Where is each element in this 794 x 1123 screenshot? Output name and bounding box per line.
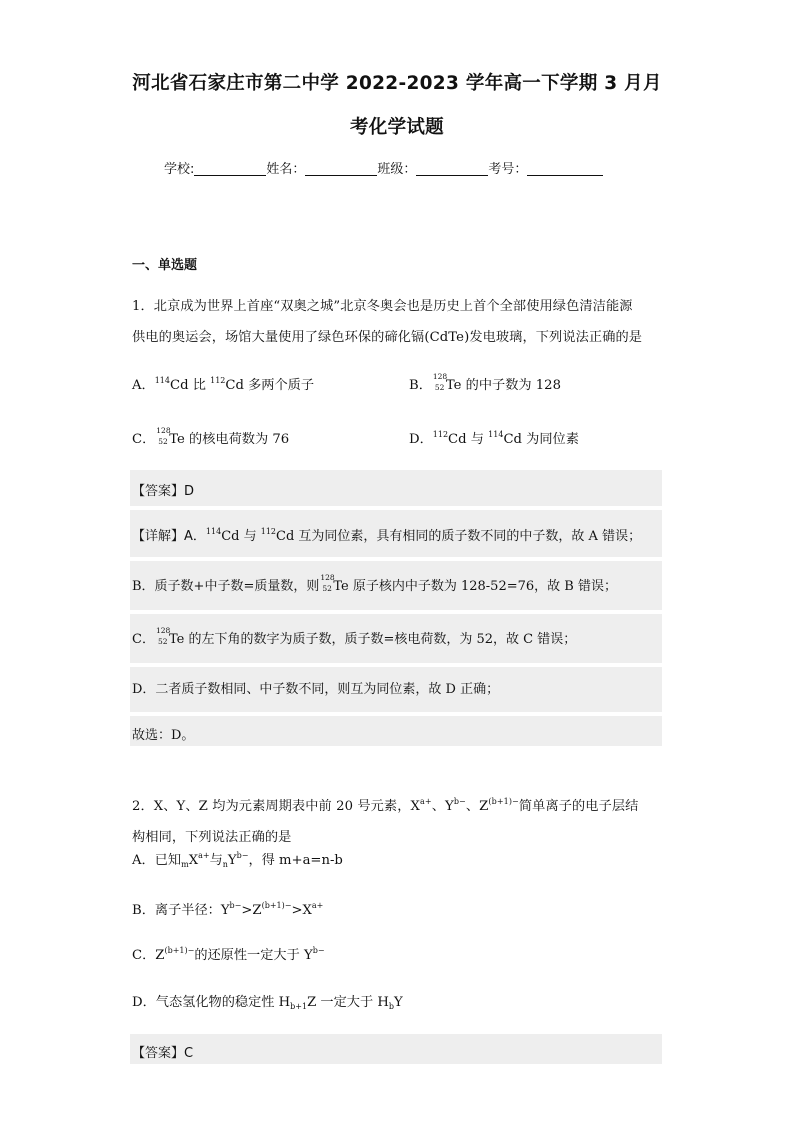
q1-option-a: A．$^{114}$Cd 比 $^{112}$Cd 多两个质子	[132, 376, 315, 393]
q1-option-b: B． 128 52 Te 的中子数为 128	[409, 372, 561, 393]
panel-divider	[130, 663, 662, 667]
te-isotope-symbol: 128 52	[432, 372, 448, 392]
q1-detail-d: D．二者质子数相同、中子数不同，则互为同位素，故 D 正确；	[132, 682, 500, 697]
q1-stem-line1: 1．北京成为世界上首座“双奥之城”北京冬奥会也是历史上首个全部使用绿色清洁能源	[132, 299, 633, 314]
q2-option-c: C．$Z^{(b+1)-}$的还原性一定大于 $Y^{b-}$	[132, 946, 325, 963]
q1-answer: 【答案】D	[132, 484, 195, 499]
q2-stem-line2: 构相同，下列说法正确的是	[132, 830, 292, 845]
q1-answer-panel	[130, 470, 662, 746]
number-blank[interactable]	[527, 161, 603, 176]
panel-divider	[130, 506, 662, 510]
te-isotope-symbol: 128 52	[156, 426, 171, 446]
class-blank[interactable]	[416, 161, 488, 176]
class-label: 班级：	[377, 162, 417, 177]
page-title: 河北省石家庄市第二中学 2022-2023 学年高一下学期 3 月月	[132, 73, 662, 94]
te-isotope-symbol: 128 52	[320, 573, 335, 593]
panel-divider	[130, 610, 662, 614]
school-label: 学校:	[164, 162, 195, 177]
q2-option-b: B．离子半径：$Y^{b-}>Z^{(b+1)-}>X^{a+}$	[132, 901, 324, 918]
q2-answer: 【答案】C	[132, 1046, 194, 1061]
number-label: 考号：	[488, 162, 528, 177]
q1-stem-line2: 供电的奥运会，场馆大量使用了绿色环保的碲化镉(CdTe)发电玻璃，下列说法正确的是	[132, 330, 643, 345]
section-heading: 一、单选题	[132, 258, 198, 273]
page-title-line2: 考化学试题	[349, 117, 444, 138]
name-blank[interactable]	[305, 161, 377, 176]
student-info-row	[164, 158, 603, 177]
panel-divider	[130, 712, 662, 716]
q1-detail-a: 【详解】A．$^{114}$Cd 与 $^{112}$Cd 互为同位素，具有相同的质子数不同的中子数，故 A 错误；	[132, 527, 642, 544]
q1-detail-c: C． 128 52 Te 的左下角的数字为质子数，质子数=核电荷数，为 52，故 C 错误；	[132, 626, 577, 647]
q2-option-a: A．已知$_mX^{a+}$与$_nY^{b-}$，得 m+a=n-b	[132, 851, 343, 869]
q2-answer-panel	[130, 1034, 662, 1064]
te-isotope-symbol: 128 52	[155, 626, 171, 646]
school-blank[interactable]	[194, 161, 266, 176]
q2-option-d: D．气态氢化物的稳定性 $H_{b+1}Z$ 一定大于 $H_bY$	[132, 995, 403, 1011]
q1-conclusion: 故选：D。	[132, 728, 195, 743]
q1-option-c: C． 128 52 Te 的核电荷数为 76	[132, 426, 290, 447]
panel-divider	[130, 557, 662, 561]
q1-detail-b: B．质子数+中子数=质量数，则 128 52 Te 原子核内中子数为 128-52=76，故 B 错误；	[132, 573, 617, 594]
q2-stem-line1: 2．X、Y、Z 均为元素周期表中前 20 号元素，$X^{a+}$、$Y^{b-}$、$Z^{(b+1)-}$简单离子的电子层结	[132, 797, 639, 814]
name-label: 姓名：	[266, 162, 306, 177]
q1-option-d: D．$^{112}$Cd 与 $^{114}$Cd 为同位素	[409, 430, 579, 447]
